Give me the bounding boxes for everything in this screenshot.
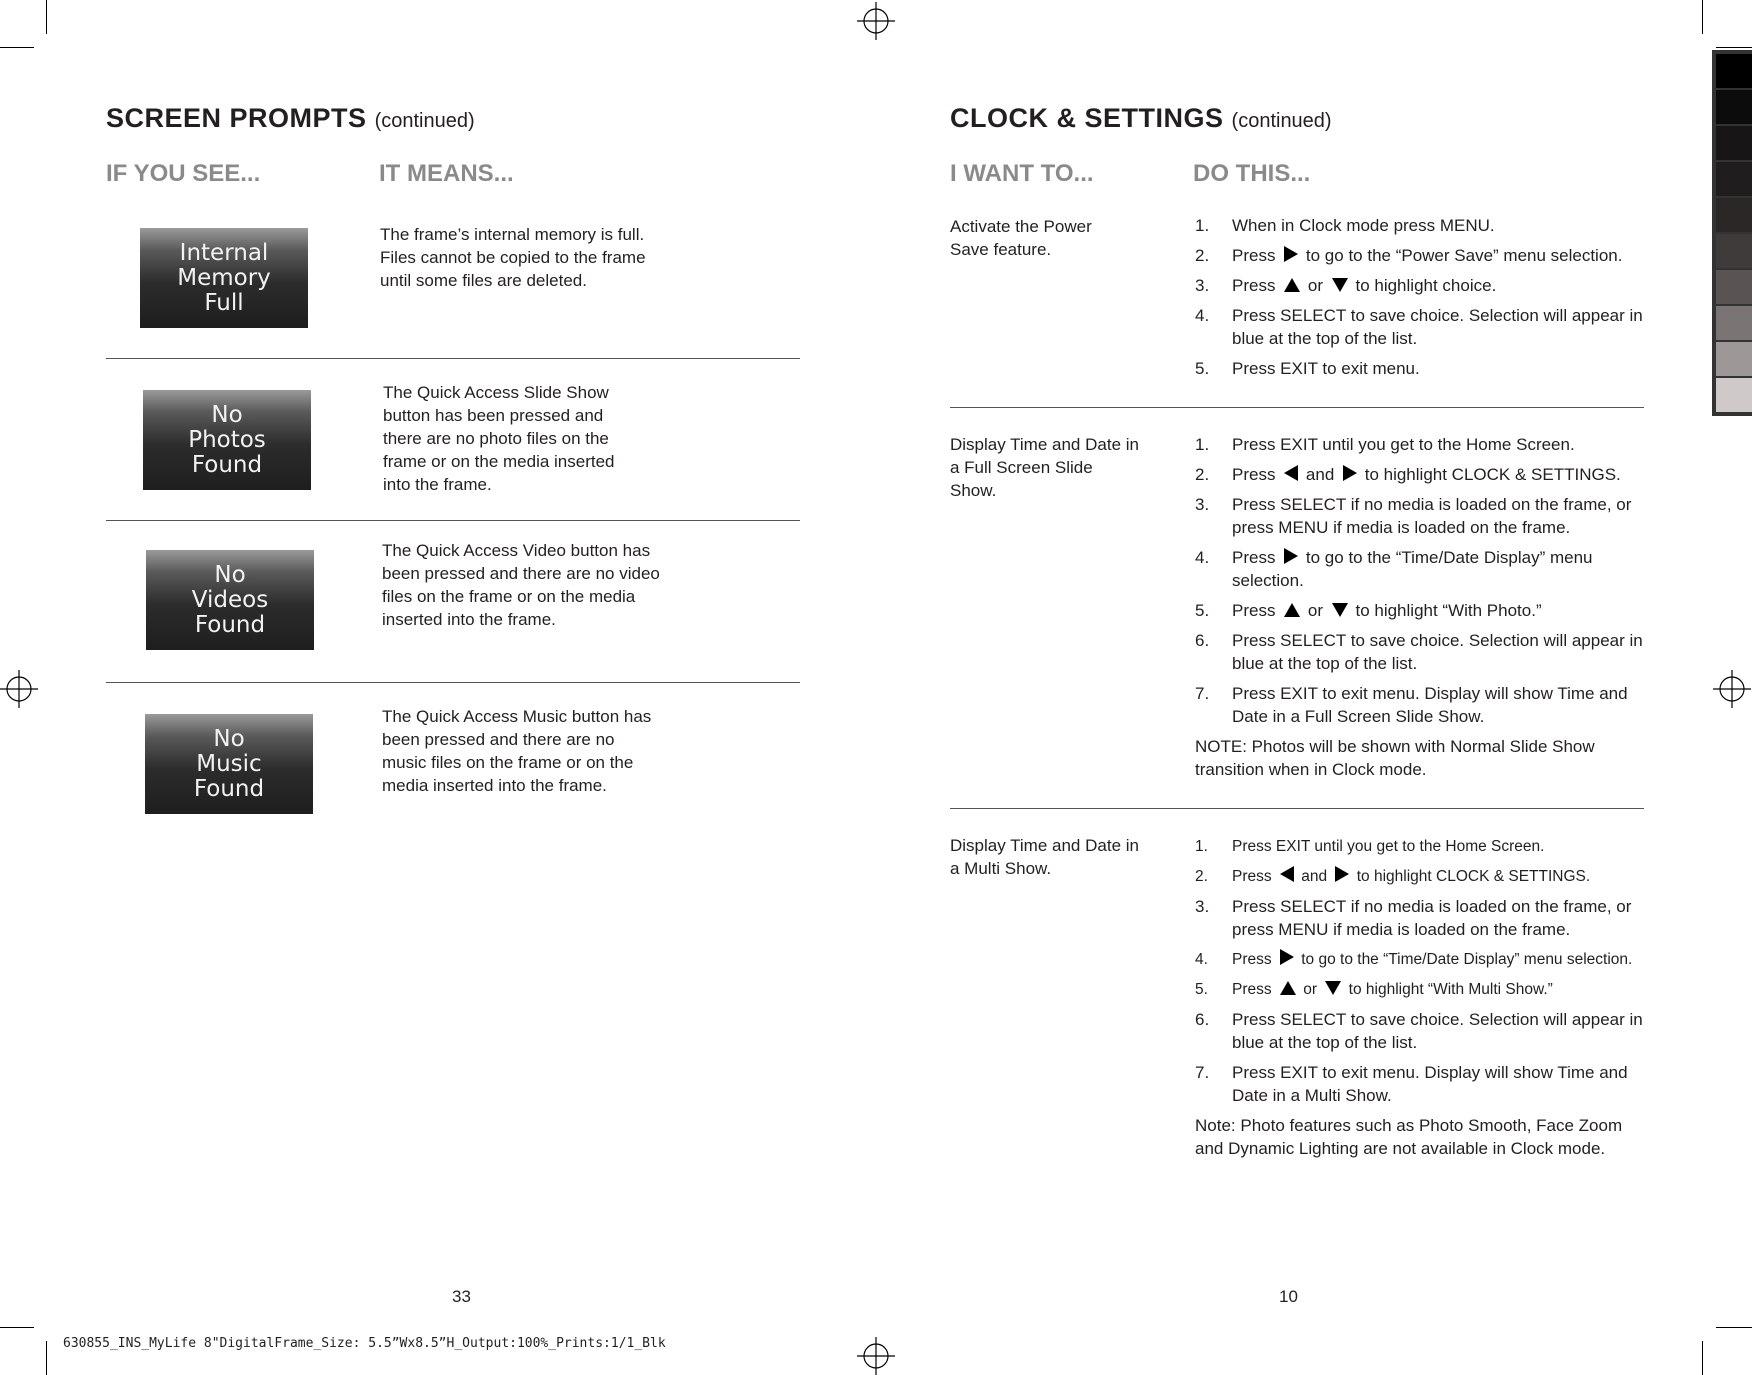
- step-text: [1232, 981, 1553, 998]
- step-number: 6.: [1195, 1010, 1210, 1029]
- step-text-part: Press EXIT until you get to the Home Screen.: [1232, 838, 1545, 855]
- step-text-part: and: [1301, 465, 1339, 484]
- step-text-part: to highlight “With Multi Show.”: [1344, 981, 1553, 998]
- task-description: Display Time and Date in a Multi Show.: [950, 836, 1139, 878]
- step-text-part: to go to the “Time/Date Display” menu selection.: [1296, 951, 1633, 968]
- prompt-meaning: The Quick Access Video button has been pressed and there are no video files on the frame or on the media inserted into the frame.: [382, 541, 660, 629]
- right-arrow-icon: [1280, 949, 1294, 965]
- prompt-line: No: [211, 401, 243, 428]
- divider: [950, 407, 1644, 408]
- step-text: [1232, 838, 1544, 855]
- step-number: 6.: [1195, 631, 1210, 650]
- crop-mark: [1702, 0, 1703, 34]
- step-number: 3.: [1195, 897, 1210, 916]
- color-calibration-bar: [1712, 50, 1752, 416]
- prompt-line: Found: [194, 611, 266, 638]
- step-text-part: Press: [1232, 981, 1276, 998]
- step-text-part: Press: [1232, 951, 1276, 968]
- step-text-part: to highlight choice.: [1350, 276, 1497, 295]
- step-text: [1232, 246, 1622, 265]
- prompt-line: Full: [204, 289, 244, 316]
- step-text-part: Press EXIT to exit menu. Display will show Time and Date in a Full Screen Slide Show.: [1232, 684, 1628, 726]
- registration-mark-icon: [857, 1337, 895, 1375]
- task-description: Activate the Power Save feature.: [950, 217, 1092, 259]
- step-number: 4.: [1195, 548, 1210, 567]
- step-text-part: or: [1298, 981, 1322, 998]
- step-list: [1195, 835, 1645, 1160]
- swatch: [1716, 126, 1752, 160]
- title-text: SCREEN PROMPTS: [106, 103, 367, 133]
- step-text-part: Press EXIT to exit menu. Display will show Time and Date in a Multi Show.: [1232, 1063, 1628, 1105]
- step-text-part: When in Clock mode press MENU.: [1232, 216, 1495, 235]
- prompt-line: Photos: [188, 426, 266, 453]
- prompt-meaning: The frame’s internal memory is full. Files cannot be copied to the frame until some files are deleted.: [380, 225, 646, 290]
- step-text: [1232, 631, 1643, 673]
- divider: [106, 358, 800, 359]
- step-text-part: Press SELECT if no media is loaded on the frame, or press MENU if media is loaded on the frame.: [1232, 897, 1632, 939]
- right-arrow-icon: [1284, 246, 1298, 262]
- prompt-line: No: [214, 561, 246, 588]
- step-text: [1232, 951, 1632, 968]
- step-text-part: Press EXIT to exit menu.: [1232, 359, 1420, 378]
- step-item: [1195, 493, 1645, 539]
- step-item: [1195, 1008, 1645, 1054]
- swatch: [1716, 162, 1752, 196]
- divider: [106, 520, 800, 521]
- step-text-part: Press: [1232, 465, 1281, 484]
- crop-mark: [1716, 1327, 1752, 1328]
- step-text-part: Press: [1232, 868, 1276, 885]
- right-arrow-icon: [1335, 866, 1349, 882]
- up-arrow-icon: [1284, 278, 1300, 292]
- step-text-part: to go to the “Time/Date Display” menu selection.: [1232, 548, 1593, 590]
- step-item: [1195, 357, 1645, 380]
- step-number: 1.: [1195, 435, 1210, 454]
- step-number: 4.: [1195, 951, 1208, 968]
- prompt-screen-image: [143, 390, 311, 490]
- step-number: 7.: [1195, 1063, 1210, 1082]
- step-list: [1195, 214, 1645, 387]
- swatch: [1716, 90, 1752, 124]
- column-header-want: I WANT TO...: [950, 160, 1094, 187]
- swatch: [1716, 198, 1752, 232]
- crop-mark: [46, 0, 47, 34]
- down-arrow-icon: [1332, 603, 1348, 617]
- step-number: 3.: [1195, 495, 1210, 514]
- prompt-screen-image: [145, 714, 313, 814]
- step-text: [1232, 306, 1643, 348]
- step-number: 7.: [1195, 684, 1210, 703]
- step-text: [1232, 465, 1621, 484]
- step-number: 2.: [1195, 868, 1208, 885]
- step-text-part: Press SELECT to save choice. Selection will appear in blue at the top of the list.: [1232, 306, 1643, 348]
- step-text-part: to highlight “With Photo.”: [1350, 601, 1542, 620]
- title-suffix: (continued): [374, 110, 475, 132]
- step-item: [1195, 629, 1645, 675]
- step-number: 2.: [1195, 246, 1210, 265]
- prompt-line: Memory: [177, 264, 271, 291]
- registration-mark-icon: [857, 2, 895, 40]
- up-arrow-icon: [1284, 603, 1300, 617]
- step-number: 4.: [1195, 306, 1210, 325]
- prompt-meaning: The Quick Access Slide Show button has been pressed and there are no photo files on the frame or on the media inserted into the frame.: [383, 383, 615, 494]
- crop-mark: [1716, 47, 1752, 48]
- step-item: [1195, 304, 1645, 350]
- left-arrow-icon: [1284, 465, 1298, 481]
- prompt-line: Found: [191, 451, 263, 478]
- page-title: [950, 103, 1332, 134]
- step-number: 5.: [1195, 601, 1210, 620]
- step-text-part: Press SELECT if no media is loaded on the frame, or press MENU if media is loaded on the frame.: [1232, 495, 1632, 537]
- step-item: [1195, 463, 1645, 486]
- step-item: [1195, 682, 1645, 728]
- up-arrow-icon: [1280, 981, 1296, 995]
- down-arrow-icon: [1332, 278, 1348, 292]
- step-item: [1195, 599, 1645, 622]
- step-text: [1232, 435, 1575, 454]
- step-text-part: Press EXIT until you get to the Home Screen.: [1232, 435, 1575, 454]
- prompt-meaning: The Quick Access Music button has been pressed and there are no music files on the frame or on the media inserted into the frame.: [382, 707, 652, 795]
- registration-mark-icon: [1713, 670, 1751, 708]
- step-number: 1.: [1195, 216, 1210, 235]
- right-arrow-icon: [1284, 548, 1298, 564]
- swatch: [1716, 378, 1752, 412]
- step-text-part: to go to the “Power Save” menu selection.: [1301, 246, 1623, 265]
- step-text-part: to highlight CLOCK & SETTINGS.: [1352, 868, 1591, 885]
- step-text-part: Press SELECT to save choice. Selection will appear in blue at the top of the list.: [1232, 631, 1643, 673]
- prompt-line: Videos: [191, 586, 269, 613]
- swatch: [1716, 306, 1752, 340]
- down-arrow-icon: [1325, 981, 1341, 995]
- step-text-part: Press: [1232, 276, 1281, 295]
- crop-mark: [0, 47, 34, 48]
- step-text: [1232, 601, 1542, 620]
- step-number: 2.: [1195, 465, 1210, 484]
- prompt-screen-image: [140, 228, 308, 328]
- prompt-line: Music: [196, 750, 262, 777]
- step-text-part: to highlight CLOCK & SETTINGS.: [1360, 465, 1621, 484]
- prompt-line: Internal: [179, 239, 269, 266]
- step-text-part: Press: [1232, 246, 1281, 265]
- task-description: Display Time and Date in a Full Screen Slide Show.: [950, 435, 1139, 500]
- step-item: [1195, 433, 1645, 456]
- print-slug: 630855_INS_MyLife 8"DigitalFrame_Size: 5.5”Wx8.5”H_Output:100%_Prints:1/1_Blk: [63, 1336, 666, 1351]
- prompt-line: No: [213, 725, 245, 752]
- step-item: [1195, 865, 1645, 888]
- registration-mark-icon: [0, 670, 38, 708]
- crop-mark: [46, 1341, 47, 1375]
- page-number: 33: [452, 1287, 471, 1306]
- page-number: 10: [1279, 1287, 1298, 1306]
- step-text: [1232, 495, 1631, 537]
- divider: [950, 808, 1644, 809]
- step-text: [1232, 359, 1420, 378]
- step-text: [1232, 868, 1590, 885]
- swatch: [1716, 234, 1752, 268]
- column-header-see: IF YOU SEE...: [106, 160, 261, 187]
- step-number: 5.: [1195, 981, 1208, 998]
- step-text-part: and: [1296, 868, 1332, 885]
- step-list: [1195, 433, 1645, 781]
- step-text: [1232, 1063, 1628, 1105]
- step-text-part: or: [1303, 276, 1328, 295]
- step-item: [1195, 835, 1645, 858]
- crop-mark: [0, 1327, 34, 1328]
- step-text: [1232, 684, 1628, 726]
- step-item: [1195, 895, 1645, 941]
- step-text: [1232, 216, 1495, 235]
- step-text: [1232, 897, 1631, 939]
- step-text: [1232, 1010, 1643, 1052]
- step-text-part: Press SELECT to save choice. Selection will appear in blue at the top of the list.: [1232, 1010, 1643, 1052]
- prompt-screen-image: [146, 550, 314, 650]
- note-text: Note: Photo features such as Photo Smooth, Face Zoom and Dynamic Lighting are not available in Clock mode.: [1195, 1116, 1623, 1158]
- step-text: [1232, 276, 1496, 295]
- step-text-part: Press: [1232, 548, 1281, 567]
- step-number: 1.: [1195, 838, 1208, 855]
- step-text: [1232, 548, 1593, 590]
- step-item: [1195, 546, 1645, 592]
- page-title: [106, 103, 475, 134]
- left-arrow-icon: [1280, 866, 1294, 882]
- right-arrow-icon: [1343, 465, 1357, 481]
- column-header-do: DO THIS...: [1193, 160, 1311, 187]
- crop-mark: [1702, 1341, 1703, 1375]
- divider: [106, 682, 800, 683]
- step-item: [1195, 948, 1645, 971]
- swatch: [1716, 270, 1752, 304]
- swatch: [1716, 54, 1752, 88]
- step-item: [1195, 978, 1645, 1001]
- column-header-means: IT MEANS...: [379, 160, 514, 187]
- step-text-part: Press: [1232, 601, 1281, 620]
- step-item: [1195, 1061, 1645, 1107]
- step-item: [1195, 244, 1645, 267]
- step-item: [1195, 274, 1645, 297]
- swatch: [1716, 342, 1752, 376]
- title-suffix: (continued): [1231, 110, 1332, 132]
- step-number: 5.: [1195, 359, 1210, 378]
- step-text-part: or: [1303, 601, 1328, 620]
- title-text: CLOCK & SETTINGS: [950, 103, 1224, 133]
- step-number: 3.: [1195, 276, 1210, 295]
- step-item: [1195, 214, 1645, 237]
- note-text: NOTE: Photos will be shown with Normal Slide Show transition when in Clock mode.: [1195, 737, 1595, 779]
- prompt-line: Found: [193, 775, 265, 802]
